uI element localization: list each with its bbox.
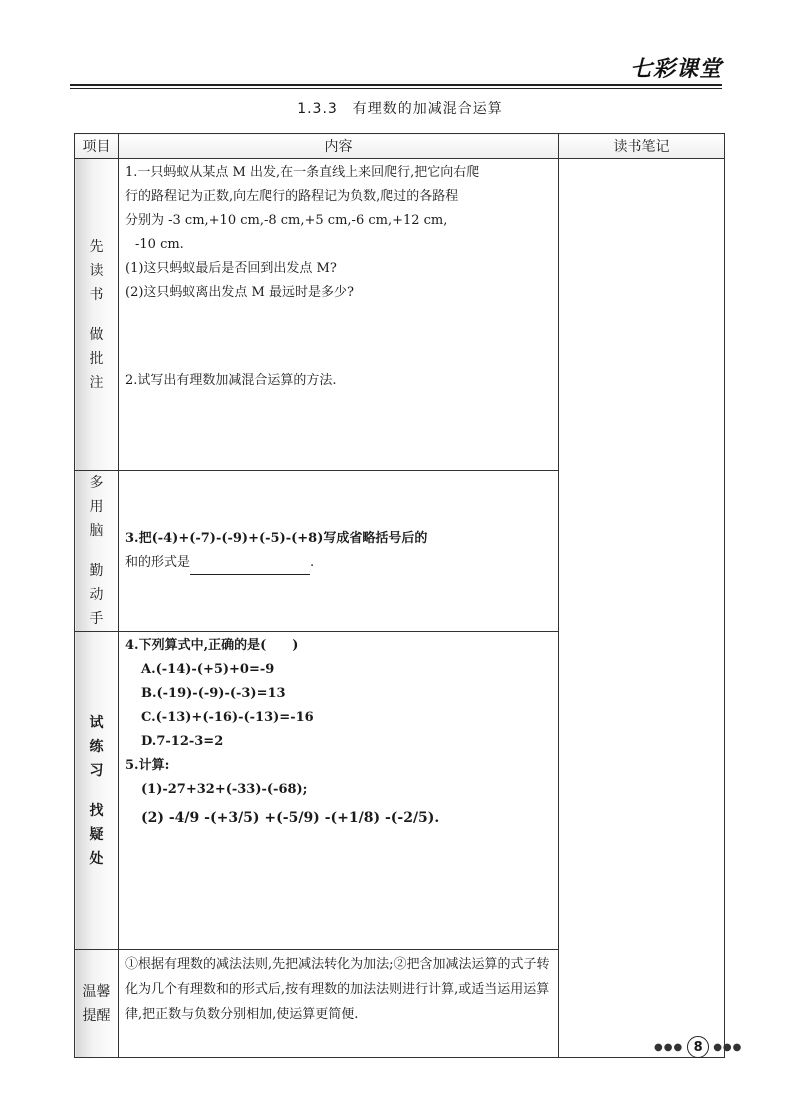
q1-sub2: (2)这只蚂蚁离出发点 M 最远时是多少? <box>125 285 354 300</box>
study-table <box>74 133 725 1058</box>
option-a: A.(-14)-(+5)+0=-9 <box>141 662 275 677</box>
notes-column[interactable] <box>559 159 725 1058</box>
brand-logo: 七彩课堂 <box>629 57 722 82</box>
expr-term: -(+1/8) <box>324 810 381 826</box>
section-practice-content <box>119 632 559 950</box>
q1-sub1: (1)这只蚂蚁最后是否回到出发点 M? <box>125 261 337 276</box>
q5-part1: (1)-27+32+(-33)-(-68); <box>141 782 308 797</box>
expr-term: -(+3/5) <box>204 810 260 826</box>
side-label-b: 勤动手 <box>89 563 104 627</box>
option-b: B.(-19)-(-9)-(-3)=13 <box>141 686 286 701</box>
q3-line2-prefix: 和的形式是 <box>125 555 191 570</box>
q5-text: 5.计算: <box>125 758 170 773</box>
q5-part2-prefix: (2) <box>141 810 164 826</box>
side-label-b: 做批注 <box>89 326 104 391</box>
side-label-a: 试练习 <box>89 714 104 779</box>
q1-line4: -10 cm. <box>135 237 184 252</box>
answer-blank[interactable] <box>190 558 310 575</box>
section-label-practice <box>75 632 119 950</box>
q3-line1: 3.把(-4)+(-7)-(-9)+(-5)-(+8)写成省略括号后的 <box>125 531 428 546</box>
section-label-think <box>75 471 119 632</box>
expr-term: -4/9 <box>168 810 200 826</box>
q1-line2: 行的路程记为正数,向左爬行的路程记为负数,爬过的各路程 <box>125 189 459 204</box>
section-think-content <box>119 471 559 632</box>
table-header-row <box>75 134 725 159</box>
col-content-header: 内容 <box>119 134 559 159</box>
header-rule <box>70 84 722 89</box>
option-d: D.7-12-3=2 <box>141 734 224 749</box>
col-notes-header: 读书笔记 <box>559 134 725 159</box>
side-label-b: 找疑处 <box>89 802 104 867</box>
dots-icon: ●●● <box>654 1041 684 1053</box>
dots-icon: ●●● <box>713 1041 743 1053</box>
q5-part2 <box>125 806 552 830</box>
section-label-tip <box>75 950 119 1058</box>
page-number <box>654 1036 742 1058</box>
q4-text: 4.下列算式中,正确的是( ) <box>125 638 299 653</box>
page-number-badge: 8 <box>687 1036 709 1058</box>
q1-line3: 分别为 -3 cm,+10 cm,-8 cm,+5 cm,-6 cm,+12 cm, <box>125 213 448 228</box>
q2-text: 2.试写出有理数加减混合运算的方法. <box>125 373 337 388</box>
side-label-a: 先读书 <box>89 238 104 303</box>
col-item-header: 项目 <box>75 134 119 159</box>
expr-term: +(-5/9) <box>264 810 320 826</box>
section-label-read <box>75 159 119 471</box>
expr-term: -(-2/5) <box>384 810 435 826</box>
option-c: C.(-13)+(-16)-(-13)=-16 <box>141 710 314 725</box>
tip-text: ①根据有理数的减法法则,先把减法转化为加法;②把含加减法运算的式子转化为几个有理数和的形式后,按有理数的加法法则进行计算,或适当运用运算律,把正数与负数分别相加,使运算更简便. <box>125 957 550 1022</box>
q3-line2-suffix: . <box>310 555 315 570</box>
side-label: 温馨提醒 <box>82 983 111 1024</box>
side-label-a: 多用脑 <box>89 475 104 539</box>
q5-part2-end: . <box>434 810 440 826</box>
page-title: 1.3.3 有理数的加减混合运算 <box>297 101 503 117</box>
section-read-row <box>75 159 725 471</box>
section-read-content <box>119 159 559 471</box>
q1-line1: 1.一只蚂蚁从某点 M 出发,在一条直线上来回爬行,把它向右爬 <box>125 165 480 180</box>
section-tip-content <box>119 950 559 1058</box>
